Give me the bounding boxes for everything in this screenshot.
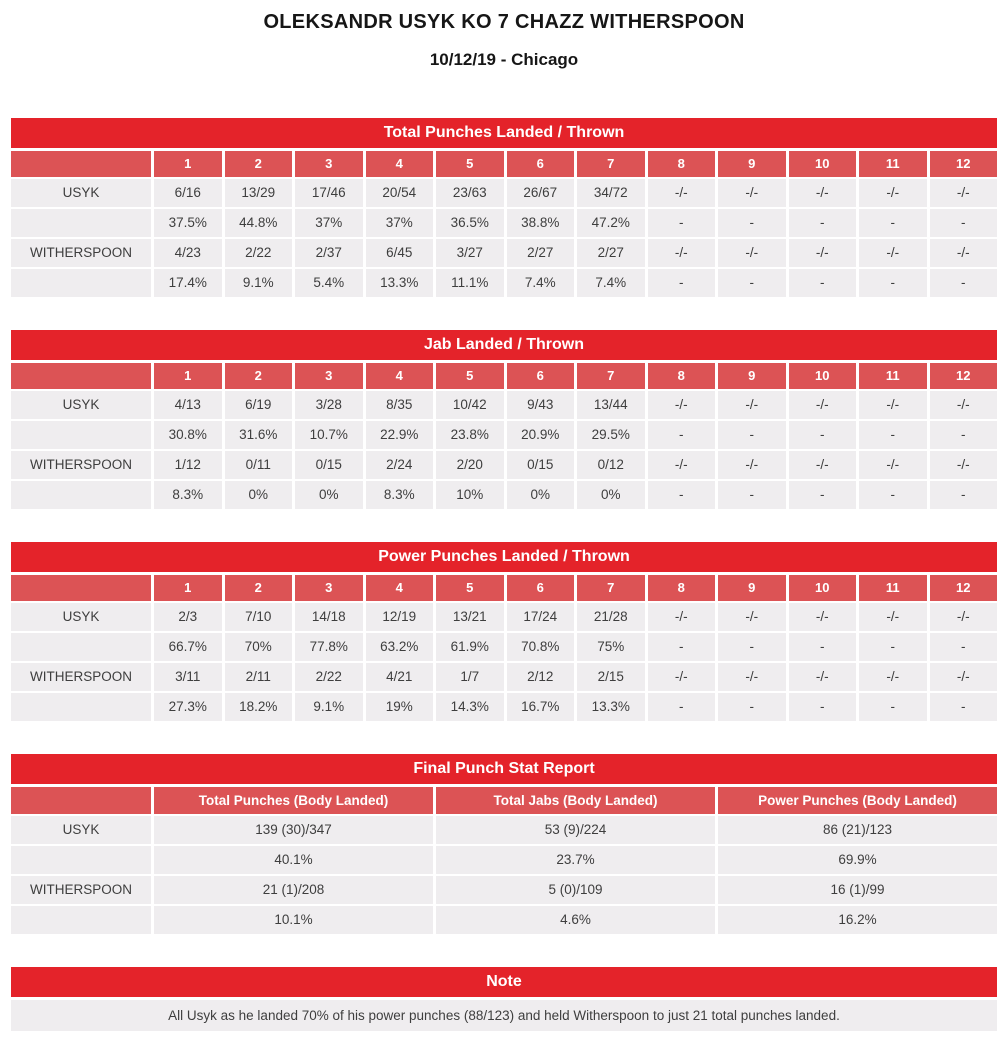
stat-cell: 37.5% [154,209,222,237]
stat-cell: 2/15 [577,663,645,691]
stat-cell: 1/12 [154,451,222,479]
round-number-header: 12 [930,151,998,177]
stat-cell: -/- [718,603,786,631]
round-number-header: 10 [789,151,857,177]
stat-cell: 10.7% [295,421,363,449]
stat-cell: 12/19 [366,603,434,631]
stat-cell: - [859,693,927,721]
stat-cell: 10/42 [436,391,504,419]
stat-cell: -/- [930,391,998,419]
stat-cell: 9/43 [507,391,575,419]
stat-cell: -/- [718,179,786,207]
stat-cell: 9.1% [295,693,363,721]
stat-cell: 6/19 [225,391,293,419]
table-title: Total Punches Landed / Thrown [11,118,997,148]
round-number-header: 4 [366,363,434,389]
stat-cell: 38.8% [507,209,575,237]
stat-cell: 3/27 [436,239,504,267]
stat-cell: -/- [930,663,998,691]
stat-cell: 61.9% [436,633,504,661]
table-title: Jab Landed / Thrown [11,330,997,360]
stat-cell: 2/3 [154,603,222,631]
stat-cell: -/- [789,663,857,691]
stat-cell: 23.8% [436,421,504,449]
round-number-header: 7 [577,151,645,177]
stat-cell: - [789,481,857,509]
round-number-header: 6 [507,151,575,177]
stat-cell: 31.6% [225,421,293,449]
stat-cell: 36.5% [436,209,504,237]
stat-cell: - [718,209,786,237]
stat-cell: 4/13 [154,391,222,419]
stat-cell: 27.3% [154,693,222,721]
stat-cell: - [718,269,786,297]
stat-cell: -/- [648,451,716,479]
stat-cell: 5 (0)/109 [436,876,715,904]
stat-cell: - [930,633,998,661]
stat-cell: 16 (1)/99 [718,876,997,904]
table-final-report [11,754,997,934]
fighter-label [11,481,151,509]
stat-cell: 2/12 [507,663,575,691]
stat-cell: -/- [789,391,857,419]
stat-cell: 13.3% [577,693,645,721]
stat-cell: -/- [859,603,927,631]
stat-cell: -/- [718,663,786,691]
stat-cell: 9.1% [225,269,293,297]
stat-cell: 34/72 [577,179,645,207]
stat-cell: 40.1% [154,846,433,874]
stat-cell: -/- [648,239,716,267]
fighter-label: USYK [11,179,151,207]
round-number-header: 1 [154,575,222,601]
stat-cell: 1/7 [436,663,504,691]
round-number-header: 4 [366,151,434,177]
stat-cell: - [789,269,857,297]
fighter-label [11,421,151,449]
fighter-label [11,269,151,297]
round-number-header: 8 [648,575,716,601]
stat-cell: 77.8% [295,633,363,661]
stat-cell: 75% [577,633,645,661]
stat-cell: -/- [930,603,998,631]
stat-cell: 7.4% [577,269,645,297]
stat-cell: -/- [930,239,998,267]
stat-cell: 0/15 [295,451,363,479]
stat-cell: - [930,481,998,509]
stat-cell: -/- [648,391,716,419]
stat-cell: 69.9% [718,846,997,874]
stat-cell: 4/21 [366,663,434,691]
stat-cell: - [789,633,857,661]
round-number-header: 5 [436,575,504,601]
stat-cell: 2/20 [436,451,504,479]
stat-cell: -/- [718,391,786,419]
stat-cell: 2/22 [225,239,293,267]
stat-cell: - [930,269,998,297]
stat-cell: 13.3% [366,269,434,297]
stat-cell: 0% [225,481,293,509]
round-number-header: 11 [859,363,927,389]
page-title: OLEKSANDR USYK KO 7 CHAZZ WITHERSPOON [263,11,745,33]
stat-cell: 7.4% [507,269,575,297]
round-number-header: 5 [436,151,504,177]
note-section [11,967,997,1031]
round-number-header: 1 [154,363,222,389]
fighter-label: USYK [11,816,151,844]
stat-cell: - [648,209,716,237]
stat-cell: 44.8% [225,209,293,237]
note-text: All Usyk as he landed 70% of his power punches (88/123) and held Witherspoon to just 21 total punches landed. [11,1000,997,1031]
stat-cell: - [930,209,998,237]
stat-cell: -/- [859,179,927,207]
stat-cell: 17/46 [295,179,363,207]
stat-cell: -/- [789,603,857,631]
stat-cell: 10.1% [154,906,433,934]
stat-cell: -/- [718,451,786,479]
stat-cell: - [859,269,927,297]
report-tables [0,118,1008,1031]
stat-cell: 37% [295,209,363,237]
stat-cell: 30.8% [154,421,222,449]
round-number-header: 12 [930,575,998,601]
round-number-header: 11 [859,575,927,601]
round-number-header: 7 [577,575,645,601]
stat-cell: - [789,693,857,721]
stat-cell: 3/28 [295,391,363,419]
stat-cell: 22.9% [366,421,434,449]
round-number-header: 6 [507,575,575,601]
final-column-header: Power Punches (Body Landed) [718,787,997,814]
fighter-label [11,906,151,934]
fighter-label: USYK [11,603,151,631]
stat-cell: - [648,693,716,721]
stat-cell: -/- [859,391,927,419]
stat-cell: -/- [648,603,716,631]
stat-cell: 11.1% [436,269,504,297]
stat-cell: -/- [859,663,927,691]
stat-cell: 21/28 [577,603,645,631]
round-number-header: 5 [436,363,504,389]
stat-cell: 17/24 [507,603,575,631]
stat-cell: 16.2% [718,906,997,934]
stat-cell: -/- [859,239,927,267]
round-number-header: 8 [648,151,716,177]
table-title: Power Punches Landed / Thrown [11,542,997,572]
stat-cell: - [789,421,857,449]
stat-cell: 0/12 [577,451,645,479]
table-title: Final Punch Stat Report [11,754,997,784]
note-title: Note [11,967,997,997]
stat-cell: 2/27 [577,239,645,267]
stat-cell: 0/15 [507,451,575,479]
stat-cell: -/- [789,451,857,479]
stat-cell: 19% [366,693,434,721]
stat-cell: - [930,421,998,449]
stat-cell: -/- [789,179,857,207]
stat-cell: -/- [930,179,998,207]
stat-cell: - [859,209,927,237]
round-number-header: 9 [718,363,786,389]
stat-cell: 13/44 [577,391,645,419]
fighter-label: WITHERSPOON [11,663,151,691]
stat-cell: - [648,481,716,509]
round-number-header: 3 [295,151,363,177]
stat-cell: - [718,633,786,661]
fighter-label [11,846,151,874]
final-header-corner [11,787,151,814]
stat-cell: 23.7% [436,846,715,874]
stat-cell: 6/16 [154,179,222,207]
table-jabs [11,330,997,509]
table-power-punches [11,542,997,721]
stat-cell: 2/24 [366,451,434,479]
stat-cell: 29.5% [577,421,645,449]
stat-cell: 66.7% [154,633,222,661]
stat-cell: 8.3% [366,481,434,509]
stat-cell: 2/27 [507,239,575,267]
stat-cell: 37% [366,209,434,237]
stat-cell: 0/11 [225,451,293,479]
round-number-header: 10 [789,363,857,389]
round-number-header: 9 [718,575,786,601]
round-header-corner [11,575,151,601]
stat-cell: 14/18 [295,603,363,631]
round-grid [11,151,997,297]
round-grid [11,575,997,721]
stat-cell: 18.2% [225,693,293,721]
stat-cell: 17.4% [154,269,222,297]
stat-cell: 139 (30)/347 [154,816,433,844]
final-column-header: Total Jabs (Body Landed) [436,787,715,814]
round-number-header: 2 [225,575,293,601]
stat-cell: 63.2% [366,633,434,661]
stat-cell: 0% [577,481,645,509]
fighter-label [11,693,151,721]
stat-cell: 6/45 [366,239,434,267]
fighter-label [11,209,151,237]
stat-cell: 53 (9)/224 [436,816,715,844]
round-number-header: 11 [859,151,927,177]
stat-cell: -/- [930,451,998,479]
round-number-header: 2 [225,363,293,389]
stat-cell: 0% [507,481,575,509]
stat-cell: 20.9% [507,421,575,449]
round-number-header: 3 [295,363,363,389]
stat-cell: 16.7% [507,693,575,721]
report-header [0,0,1008,70]
stat-cell: 26/67 [507,179,575,207]
round-number-header: 8 [648,363,716,389]
stat-cell: 10% [436,481,504,509]
stat-cell: 14.3% [436,693,504,721]
round-header-corner [11,151,151,177]
final-grid [11,787,997,934]
stat-cell: - [930,693,998,721]
round-number-header: 2 [225,151,293,177]
stat-cell: 23/63 [436,179,504,207]
fighter-label: WITHERSPOON [11,239,151,267]
stat-cell: 4.6% [436,906,715,934]
fighter-label: WITHERSPOON [11,451,151,479]
stat-cell: 0% [295,481,363,509]
stat-cell: 13/21 [436,603,504,631]
stat-cell: -/- [648,663,716,691]
stat-cell: 4/23 [154,239,222,267]
stat-cell: 8/35 [366,391,434,419]
stat-cell: 20/54 [366,179,434,207]
round-number-header: 1 [154,151,222,177]
stat-cell: -/- [859,451,927,479]
stat-cell: 2/37 [295,239,363,267]
stat-cell: 2/11 [225,663,293,691]
round-header-corner [11,363,151,389]
stat-cell: - [718,481,786,509]
stat-cell: 86 (21)/123 [718,816,997,844]
stat-cell: 21 (1)/208 [154,876,433,904]
page-subtitle: 10/12/19 - Chicago [429,50,579,69]
final-column-header: Total Punches (Body Landed) [154,787,433,814]
round-number-header: 4 [366,575,434,601]
round-number-header: 9 [718,151,786,177]
fighter-label: WITHERSPOON [11,876,151,904]
stat-cell: 5.4% [295,269,363,297]
fighter-label: USYK [11,391,151,419]
stat-cell: 8.3% [154,481,222,509]
stat-cell: 70.8% [507,633,575,661]
stat-cell: - [859,421,927,449]
round-grid [11,363,997,509]
stat-cell: - [718,693,786,721]
stat-cell: - [648,269,716,297]
stat-cell: 2/22 [295,663,363,691]
stat-cell: - [718,421,786,449]
stat-cell: 7/10 [225,603,293,631]
table-total-punches [11,118,997,297]
stat-cell: -/- [648,179,716,207]
stat-cell: 47.2% [577,209,645,237]
round-number-header: 6 [507,363,575,389]
stat-cell: - [648,421,716,449]
fighter-label [11,633,151,661]
stat-cell: - [648,633,716,661]
stat-cell: -/- [789,239,857,267]
stat-cell: - [789,209,857,237]
stat-cell: 70% [225,633,293,661]
round-number-header: 10 [789,575,857,601]
stat-cell: - [859,633,927,661]
stat-cell: - [859,481,927,509]
stat-cell: 3/11 [154,663,222,691]
round-number-header: 3 [295,575,363,601]
stat-cell: -/- [718,239,786,267]
stat-cell: 13/29 [225,179,293,207]
round-number-header: 12 [930,363,998,389]
round-number-header: 7 [577,363,645,389]
